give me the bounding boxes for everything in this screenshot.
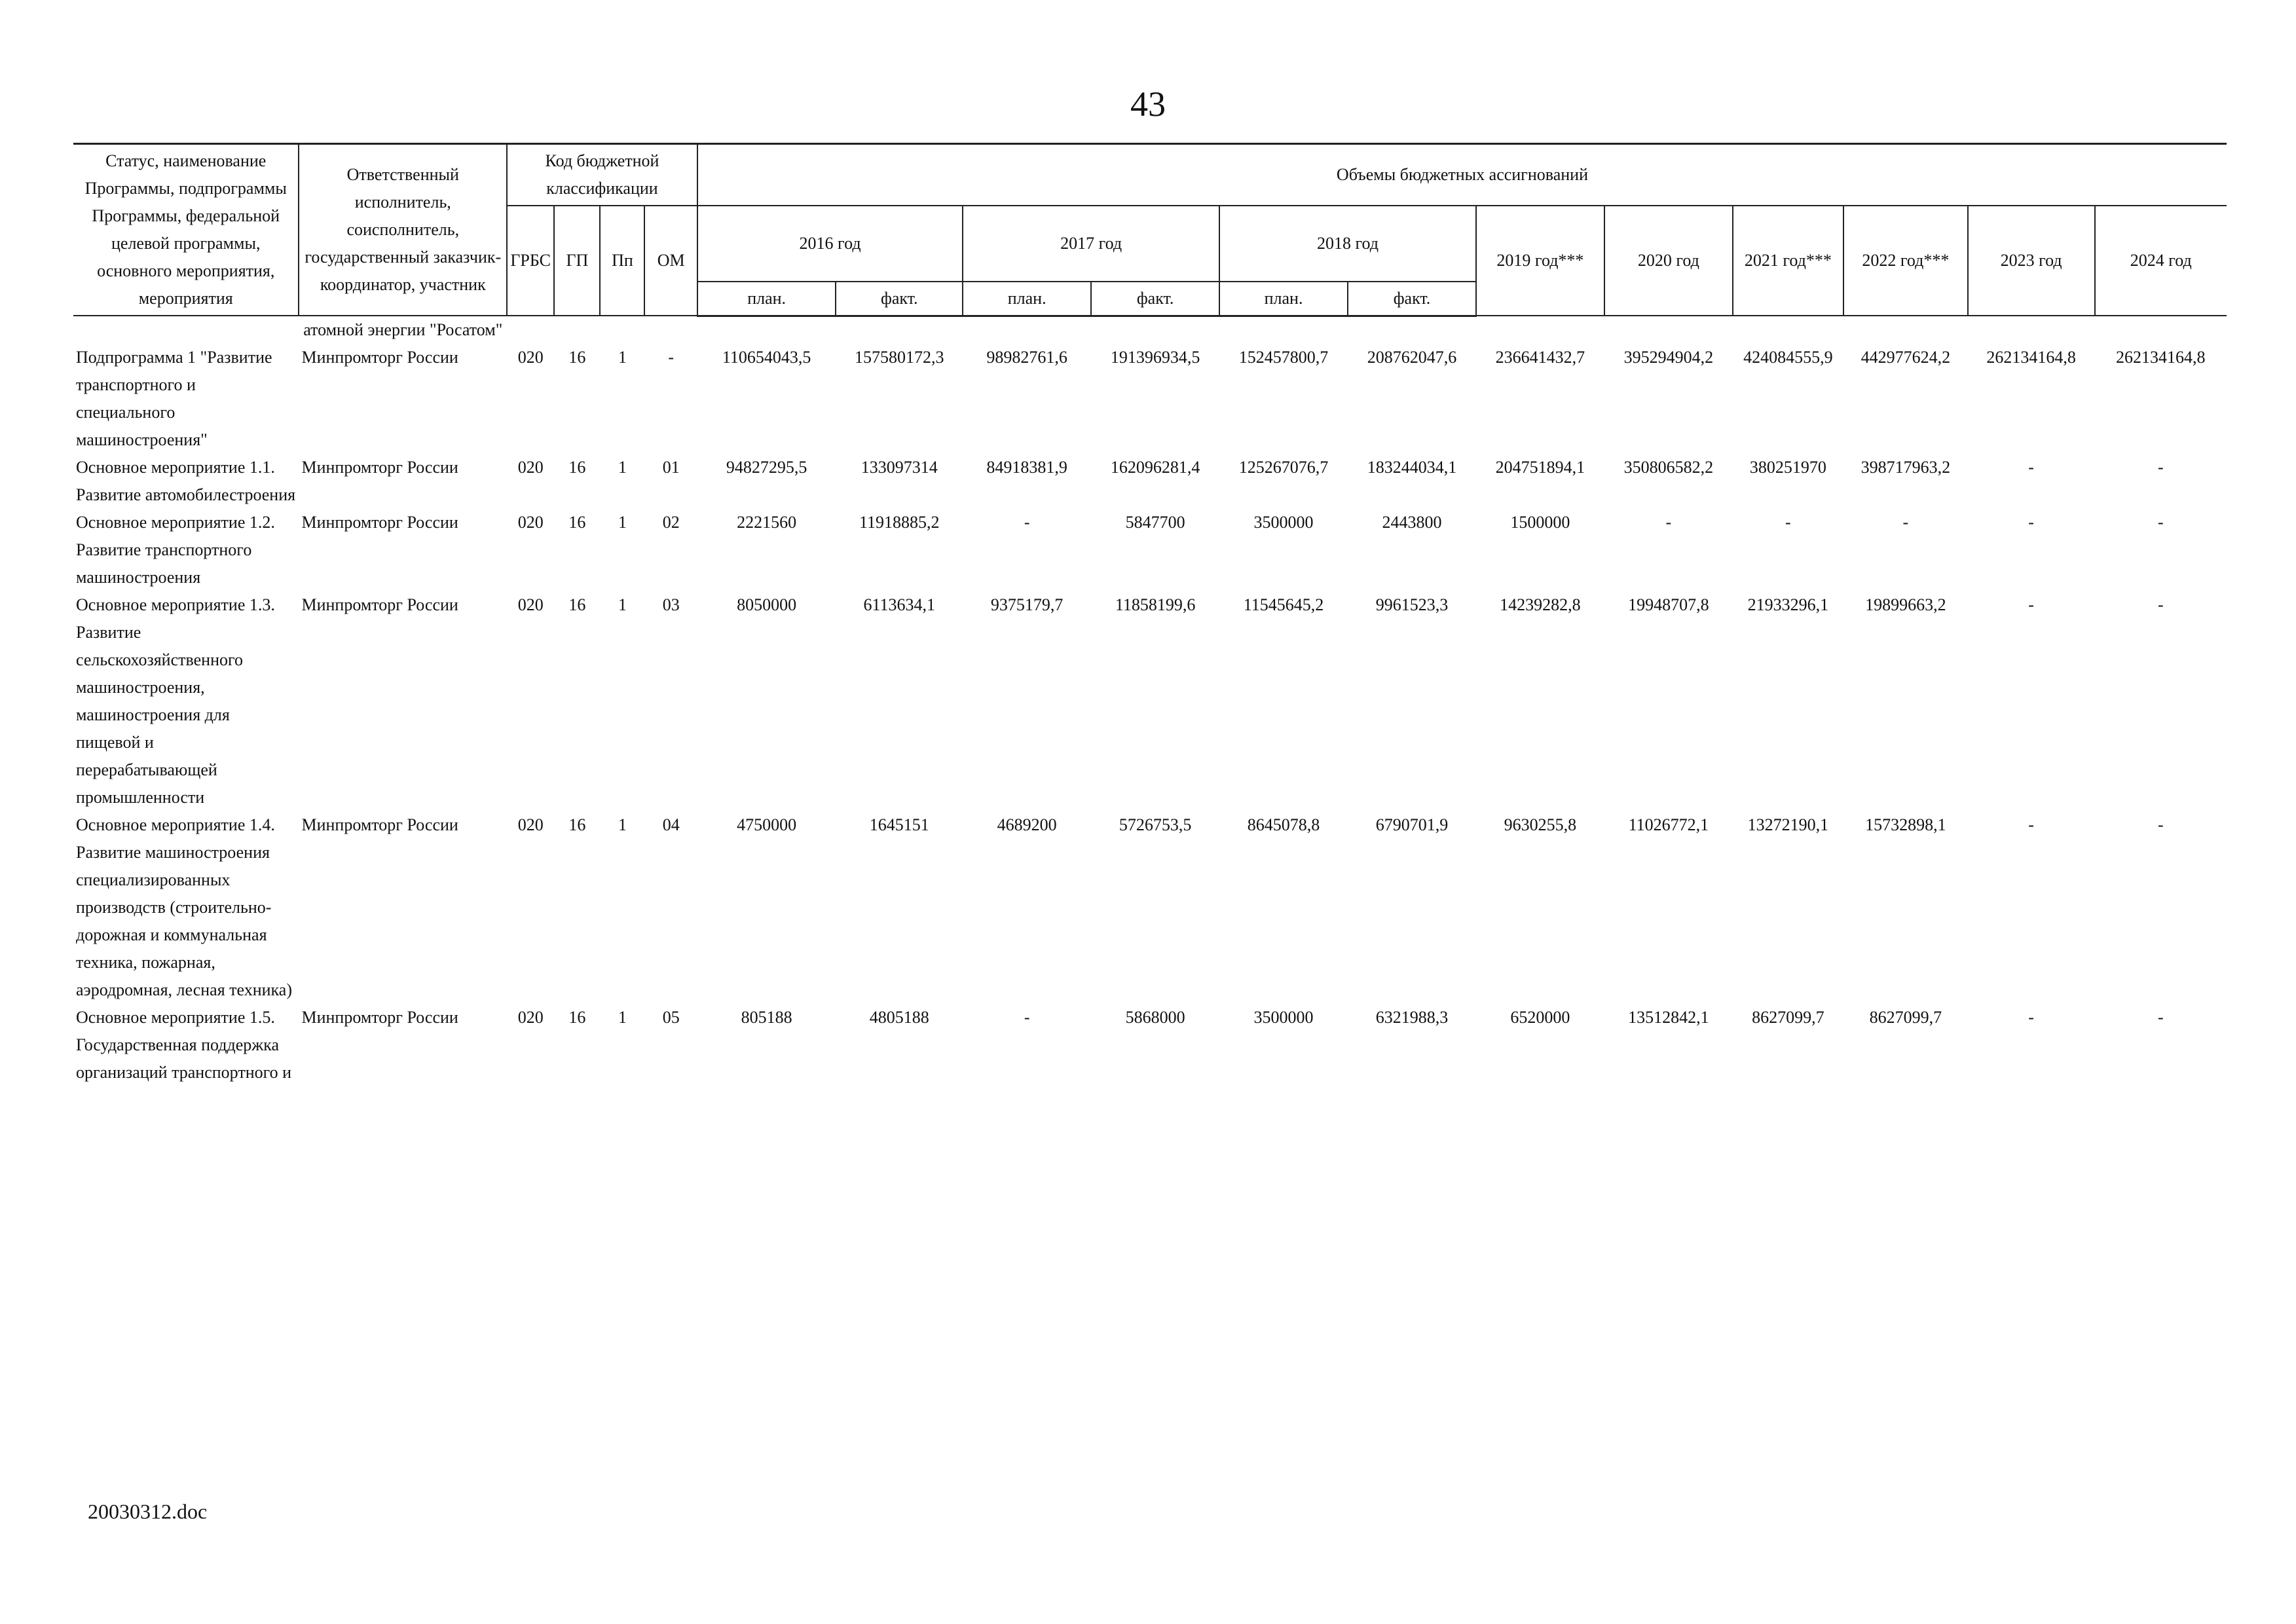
row-gp: 16 xyxy=(568,1008,586,1027)
row-value: 398717963,2 xyxy=(1861,458,1951,477)
row-value: 6321988,3 xyxy=(1375,1008,1449,1027)
row-value: 21933296,1 xyxy=(1747,595,1829,614)
row-value: 9630255,8 xyxy=(1504,815,1577,834)
header-plan-2018: план. xyxy=(1219,282,1348,316)
row-value: 6113634,1 xyxy=(863,595,936,614)
row-value: 3500000 xyxy=(1253,513,1314,532)
table-row xyxy=(73,811,2227,1004)
row-value: 4750000 xyxy=(737,815,797,834)
row-value: 262134164,8 xyxy=(2116,348,2206,367)
row-value: 236641432,7 xyxy=(1495,348,1585,367)
row-value: 11918885,2 xyxy=(859,513,940,532)
header-pp: Пп xyxy=(600,206,644,316)
row-om: 02 xyxy=(662,513,680,532)
row-executor: Минпромторг России xyxy=(301,458,458,477)
row-value: 395294904,2 xyxy=(1623,348,1714,367)
row-name: Основное мероприятие 1.4. Развитие машиностроения специализированных производств (строительно-дорожная и коммунальная техника, пожарная, аэродромная, лесная техника) xyxy=(76,815,292,999)
row-value: 11026772,1 xyxy=(1628,815,1709,834)
row-value: 84918381,9 xyxy=(986,458,1067,477)
row-grbs: 020 xyxy=(517,815,544,834)
header-fact-2018: факт. xyxy=(1348,282,1476,316)
row-value: 5847700 xyxy=(1125,513,1185,532)
table-row xyxy=(73,1004,2227,1086)
row-value: 11858199,6 xyxy=(1115,595,1196,614)
row-value: 1645151 xyxy=(869,815,929,834)
footer-doc-name: 20030312.doc xyxy=(88,1500,208,1523)
row-grbs: 020 xyxy=(517,595,544,614)
row-value: 3500000 xyxy=(1253,1008,1314,1027)
row-name: Основное мероприятие 1.5. Государственная поддержка организаций транспортного и xyxy=(76,1008,292,1082)
row-value: 5726753,5 xyxy=(1119,815,1192,834)
row-grbs: 020 xyxy=(517,348,544,367)
row-value: - xyxy=(2028,815,2034,834)
row-value: 208762047,6 xyxy=(1367,348,1457,367)
row-om: 05 xyxy=(662,1008,680,1027)
row-value: - xyxy=(2157,595,2164,614)
row-name: Подпрограмма 1 "Развитие транспортного и специального машиностроения" xyxy=(76,348,272,449)
row-executor: Минпромторг России xyxy=(301,513,458,532)
row-value: - xyxy=(2028,595,2034,614)
row-grbs: 020 xyxy=(517,1008,544,1027)
row-gp: 16 xyxy=(568,595,586,614)
row-grbs: 020 xyxy=(517,513,544,532)
row-value: 157580172,3 xyxy=(855,348,944,367)
row-value: - xyxy=(2028,1008,2034,1027)
row-value: 8627099,7 xyxy=(1869,1008,1942,1027)
row-om: 01 xyxy=(662,458,680,477)
row-value: 110654043,5 xyxy=(722,348,811,367)
row-gp: 16 xyxy=(568,458,586,477)
header-executor: Ответственный исполнитель, соисполнитель, государственный заказчик-координатор, участник xyxy=(299,144,507,316)
row-value: 9375179,7 xyxy=(990,595,1064,614)
row-pp: 1 xyxy=(618,595,627,614)
table-row xyxy=(73,591,2227,811)
row-value: 6520000 xyxy=(1510,1008,1570,1027)
row-value: 14239282,8 xyxy=(1500,595,1581,614)
row-value: 805188 xyxy=(741,1008,792,1027)
continuation-text: атомной энергии "Росатом" xyxy=(303,320,503,339)
header-year-2024: 2024 год xyxy=(2095,206,2227,316)
row-value: - xyxy=(2157,458,2164,477)
header-year-2016: 2016 год xyxy=(697,206,963,282)
row-value: 8050000 xyxy=(737,595,797,614)
continuation-row xyxy=(73,316,2227,344)
row-value: 19948707,8 xyxy=(1628,595,1709,614)
header-grbs: ГРБС xyxy=(507,206,554,316)
row-value: - xyxy=(1024,1008,1030,1027)
row-value: 1500000 xyxy=(1510,513,1570,532)
row-value: 6790701,9 xyxy=(1375,815,1449,834)
row-value: - xyxy=(1665,513,1672,532)
header-year-2017: 2017 год xyxy=(963,206,1219,282)
table-row xyxy=(73,344,2227,454)
row-value: 191396934,5 xyxy=(1110,348,1200,367)
row-value: 4805188 xyxy=(869,1008,929,1027)
row-value: 380251970 xyxy=(1749,458,1826,477)
table-row xyxy=(73,454,2227,509)
row-value: 133097314 xyxy=(861,458,938,477)
row-name: Основное мероприятие 1.1. Развитие автомобилестроения xyxy=(76,458,296,504)
header-plan-2017: план. xyxy=(963,282,1091,316)
row-value: 8645078,8 xyxy=(1247,815,1320,834)
row-value: 8627099,7 xyxy=(1752,1008,1824,1027)
row-value: - xyxy=(1902,513,1909,532)
row-value: 4689200 xyxy=(997,815,1057,834)
row-value: 162096281,4 xyxy=(1110,458,1200,477)
header-fact-2016: факт. xyxy=(836,282,963,316)
row-pp: 1 xyxy=(618,815,627,834)
header-year-2021: 2021 год*** xyxy=(1733,206,1843,316)
header-year-2023: 2023 год xyxy=(1968,206,2095,316)
row-value: 19899663,2 xyxy=(1865,595,1946,614)
row-gp: 16 xyxy=(568,513,586,532)
header-gp: ГП xyxy=(554,206,600,316)
row-value: - xyxy=(2157,513,2164,532)
row-value: 2221560 xyxy=(737,513,797,532)
budget-table xyxy=(73,143,2227,1086)
row-om: 03 xyxy=(662,595,680,614)
row-executor: Минпромторг России xyxy=(301,815,458,834)
row-executor: Минпромторг России xyxy=(301,1008,458,1027)
row-pp: 1 xyxy=(618,1008,627,1027)
table-row xyxy=(73,509,2227,591)
header-om: ОМ xyxy=(644,206,697,316)
row-value: 11545645,2 xyxy=(1243,595,1324,614)
row-value: 98982761,6 xyxy=(986,348,1067,367)
header-year-2018: 2018 год xyxy=(1219,206,1476,282)
row-pp: 1 xyxy=(618,458,627,477)
row-name: Основное мероприятие 1.2. Развитие транспортного машиностроения xyxy=(76,513,275,587)
header-fact-2017: факт. xyxy=(1091,282,1219,316)
row-value: - xyxy=(2028,513,2034,532)
row-value: - xyxy=(1785,513,1791,532)
row-value: 183244034,1 xyxy=(1367,458,1457,477)
row-value: - xyxy=(2157,815,2164,834)
row-value: 204751894,1 xyxy=(1495,458,1585,477)
row-value: 152457800,7 xyxy=(1238,348,1329,367)
row-value: 13272190,1 xyxy=(1747,815,1829,834)
header-plan-2016: план. xyxy=(697,282,836,316)
header-year-2019: 2019 год*** xyxy=(1476,206,1604,316)
row-value: 2443800 xyxy=(1382,513,1442,532)
header-status: Статус, наименование Программы, подпрограммы Программы, федеральной целевой программы, основного мероприятия, мероприятия xyxy=(73,144,299,316)
row-value: 94827295,5 xyxy=(726,458,807,477)
row-value: 9961523,3 xyxy=(1375,595,1449,614)
row-executor: Минпромторг России xyxy=(301,348,458,367)
row-gp: 16 xyxy=(568,815,586,834)
row-executor: Минпромторг России xyxy=(301,595,458,614)
page-number: 43 xyxy=(1130,84,1166,124)
row-value: 13512842,1 xyxy=(1628,1008,1709,1027)
row-pp: 1 xyxy=(618,348,627,367)
row-value: - xyxy=(2157,1008,2164,1027)
row-value: 442977624,2 xyxy=(1861,348,1951,367)
row-value: 5868000 xyxy=(1125,1008,1185,1027)
header-budget-code: Код бюджетной классификации xyxy=(507,144,697,206)
row-value: - xyxy=(2028,458,2034,477)
row-value: - xyxy=(1024,513,1030,532)
row-pp: 1 xyxy=(618,513,627,532)
row-name: Основное мероприятие 1.3. Развитие сельскохозяйственного машиностроения, машиностроения для пищевой и перерабатывающей промышленности xyxy=(76,595,275,807)
row-value: 350806582,2 xyxy=(1623,458,1714,477)
header-year-2020: 2020 год xyxy=(1604,206,1733,316)
row-value: 125267076,7 xyxy=(1238,458,1329,477)
row-value: 424084555,9 xyxy=(1743,348,1833,367)
row-gp: 16 xyxy=(568,348,586,367)
row-value: 15732898,1 xyxy=(1865,815,1946,834)
row-value: 262134164,8 xyxy=(1986,348,2076,367)
table-body xyxy=(73,316,2227,1086)
row-om: - xyxy=(668,348,675,367)
header-volumes: Объемы бюджетных ассигнований xyxy=(697,144,2227,206)
header-year-2022: 2022 год*** xyxy=(1843,206,1968,316)
table-header xyxy=(73,144,2227,316)
row-grbs: 020 xyxy=(517,458,544,477)
row-om: 04 xyxy=(662,815,680,834)
